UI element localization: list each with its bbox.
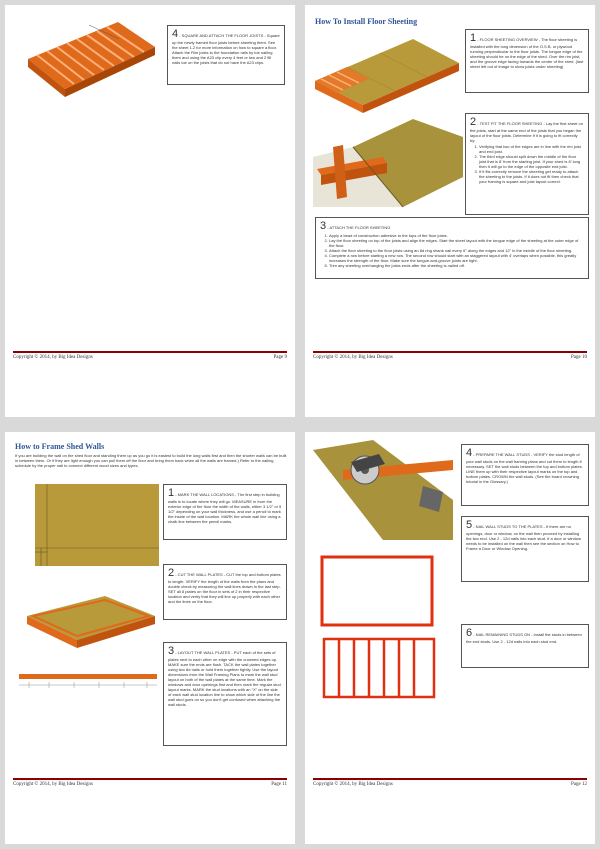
- step-number: 2: [168, 567, 175, 579]
- step-number: 5: [466, 519, 473, 531]
- page-number: Page 12: [571, 782, 587, 787]
- footer-divider: [313, 351, 587, 353]
- end-studs-frame-illustration: [319, 554, 435, 628]
- step-text: - ATTACH THE FLOOR SHEETING: [326, 225, 391, 230]
- step-6-box: [461, 624, 589, 668]
- step-text: - MARK THE WALL LOCATIONS - The first step in building walls is to locate where they will go. MEASURE in from the exterior edge of the floor the width of the walls, either 3 1/2" or 5 1/2" depending on your wall thickness, and use a pencil to mark the inside of the wall location. MARK the whole wall line using a chalk line between the pencil marks.: [168, 492, 282, 524]
- test-fit-sheeting-illustration: [313, 117, 463, 212]
- step-2-box: [465, 113, 589, 215]
- plate-layout-illustration: [19, 670, 157, 692]
- page-heading: How To Install Floor Sheeting: [315, 17, 418, 26]
- list-item: 5. Trim any sheeting overhanging the joists ends after the sheeting is nailed off.: [329, 263, 584, 268]
- step-1-box: [163, 484, 287, 540]
- step-text: - TEST FIT THE FLOOR SHEETING - Lay the first sheet on the joists, start at the same end of the joists that you began the layout of the floor joists. Determine if it is going to fit correctly by:: [470, 121, 583, 143]
- step-4-box: [461, 444, 589, 506]
- step-number: 2: [470, 116, 477, 128]
- page-11: [5, 432, 295, 844]
- step-text: - NAIL REMAINING STUDS ON - Install the studs in between the end studs. Use 2 - 12d nails into each stud end.: [466, 632, 582, 644]
- page-heading: How to Frame Shed Walls: [15, 442, 105, 451]
- step-text: - PREPARE THE WALL STUDS - VERIFY the stud length of your wall studs on the wall framing plans and cut them to length if necessary. SET the wall studs between the top and bottom plates. LINE them up with their respective layout marks on the top and bottom plates. CROWN the wall studs. (See the board crowning tutorial in the Glossary.): [466, 452, 583, 484]
- step-3-box: [163, 642, 287, 746]
- page-footer: [313, 782, 587, 787]
- step-2-list: [470, 144, 584, 184]
- step-number: 6: [466, 627, 473, 639]
- step-number: 1: [168, 487, 175, 499]
- page-10: [305, 5, 595, 417]
- step-2-box: [163, 564, 287, 620]
- step-text: - CUT THE WALL PLATES - CUT the top and bottom plates to length. VERIFY the length of the walls from the plans and double check by measuring the wall lines drawn in the last step. SET all 8 plates on the floor in sets of 2 in their respective location and verify that they will line up properly with each other and the lines on the floor.: [168, 572, 281, 604]
- step-text: - FLOOR SHEETING OVERVIEW - The floor sheeting is installed with the long dimension of the O.S.B. or plywood running perpendicular to the floor joists. The tongue edge of the sheeting should be on the edge of the shed. Over the rim joist, and the groove edge facing towards the center of the shed. (last sheet left out of image to show joists under sheeting): [470, 37, 584, 69]
- step-number: 1: [470, 32, 477, 44]
- list-item: 3. Attach the floor sheeting to the floor joists using an 8d ring shank nail every 6" along the edges and 12" in the middle of the floor sheeting.: [329, 248, 584, 253]
- footer-divider: [13, 351, 287, 353]
- step-number: 3: [168, 645, 175, 657]
- wall-plates-illustration: [27, 594, 157, 652]
- list-item: 1. Verifying that two of the edges are in line with the rim joist and end joist.: [479, 144, 584, 154]
- footer-divider: [13, 778, 287, 780]
- step-4-box: [167, 25, 285, 85]
- step-text: - NAIL WALL STUDS TO THE PLATES - If there are no openings, door or window, on the wall then proceed by installing the two end. Use 2 - 12d nails into each stud. If a door or window needs to be installed on the wall then see the section on How to Frame a Door or Window Opening.: [466, 524, 581, 551]
- list-item: 1. Apply a bead of construction adhesive to the tops of the floor joists.: [329, 233, 584, 238]
- list-item: 4. Complete a row before starting a new row. The second row should start with an staggered layout with 4' overlaps when possible, this greatly increases the strength of the floor. Make sure the tongue-and-groove joints are tight.: [329, 253, 584, 263]
- completed-wall-frame-illustration: [321, 636, 437, 700]
- wall-location-illustration: [35, 484, 159, 566]
- step-5-box: [461, 516, 589, 582]
- floor-joists-illustration: [23, 17, 158, 102]
- step-number: 4: [466, 447, 473, 459]
- step-number: 3: [320, 220, 327, 232]
- step-3-list: [320, 233, 584, 268]
- footer-divider: [313, 778, 587, 780]
- page-footer: [313, 355, 587, 360]
- copyright: Copyright © 2014, by Big Idea Designs: [313, 782, 393, 787]
- list-item: 2. Lay the floor sheeting on top of the joists and align the edges. Start the sheet layout with the tongue edge of the sheeting at the outer edge of the floor.: [329, 238, 584, 248]
- floor-sheeting-overview-illustration: [313, 29, 461, 113]
- intro-paragraph: If you are building the wall on the shed floor and standing them up as you go it is easiest to build the long walls first and then the shorter walls can be built in between them. Or if they are light enough you can pull them off the floor and bring them back when all the walls are framed.) Refer to the nailing schedule by the proper nail to connect different wood sizes and types.: [15, 453, 287, 468]
- step-1-box: [465, 29, 589, 93]
- step-number: 4: [172, 28, 179, 40]
- copyright: Copyright © 2014, by Big Idea Designs: [313, 355, 393, 360]
- page-footer: [13, 782, 287, 787]
- list-item: 2. The third edge should split down the middle of the floor joist that is 8' from the starting joist. If your shed is 8' long then it will go to the edge of the opposite end joist.: [479, 154, 584, 169]
- step-text: - LAYOUT THE WALL PLATES - PUT each of the sets of plates next to each other on edge with the crowned edges up. MAKE sure the ends are flush. TACK the wall plates together using two 8d nails or hold them together tightly. Use the layout dimensions from the Wall Framing Plans to mark the wall stud layout on both of the wall plates at the same time. Mark the windows and door openings first and then mark the regular stud layout marks. MARK the stud locations with an "X" on the side of each wall stud location line to show which side of the line the wall stud goes on so you don't get confused when attaching the wall studs.: [168, 650, 281, 707]
- page-footer: [13, 355, 287, 360]
- copyright: Copyright © 2014, by Big Idea Designs: [13, 355, 93, 360]
- page-number: Page 10: [571, 355, 587, 360]
- page-12: [305, 432, 595, 844]
- page-number: Page 11: [271, 782, 287, 787]
- wall-studs-saw-illustration: [313, 440, 453, 540]
- step-3-box: [315, 217, 589, 279]
- page-9: [5, 5, 295, 417]
- step-text: - SQUARE AND ATTACH THE FLOOR JOISTS - Square up the newly framed floor joists before sheeting them. See the sheet 1.2 for more information on how to square a floor. Attach the Rim joists to the foundation rails by toe nailing them and using the A23 clip every 4 feet or two and 2 fill nails toe on the joists that do not have the A23 clips.: [172, 33, 280, 65]
- copyright: Copyright © 2014, by Big Idea Designs: [13, 782, 93, 787]
- page-number: Page 9: [273, 355, 287, 360]
- list-item: 3. If it fits correctly remove the sheeting get ready to attach the sheeting to the joists. If it does not fit then check that your framing is square and joist layout correct.: [479, 169, 584, 184]
